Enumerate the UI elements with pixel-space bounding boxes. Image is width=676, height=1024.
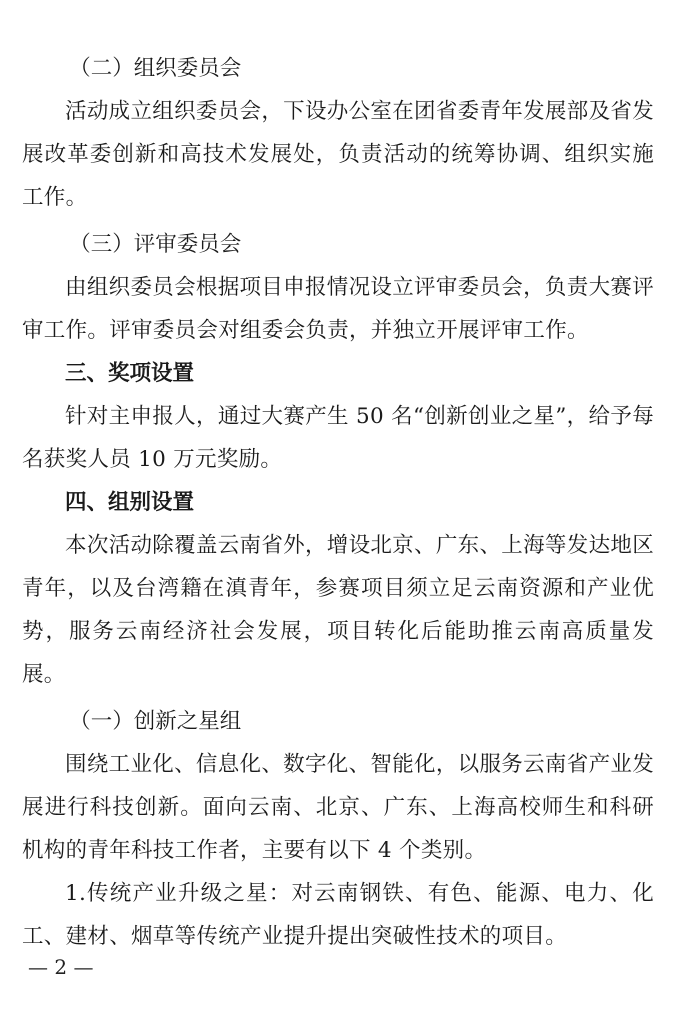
subheading-innovation-star-group: （一）创新之星组: [69, 709, 242, 734]
subheading-organizing-committee: （二）组织委员会: [69, 56, 242, 81]
paragraph-traditional-industry-star: 1.传统产业升级之星：对云南钢铁、有色、能源、电力、化工、建材、烟草等传统产业提升提出突破性技术的项目。: [22, 881, 654, 949]
paragraph-organizing-committee: 活动成立组织委员会，下设办公室在团省委青年发展部及省发展改革委创新和高技术发展处，负责活动的统筹协调、组织实施工作。: [22, 99, 654, 210]
document-body: [22, 47, 654, 958]
paragraph-innovation-star-group: 围绕工业化、信息化、数字化、智能化，以服务云南省产业发展进行科技创新。面向云南、北京、广东、上海高校师生和科研机构的青年科技工作者，主要有以下 4 个类别。: [22, 752, 654, 863]
paragraph-groups: 本次活动除覆盖云南省外，增设北京、广东、上海等发达地区青年，以及台湾籍在滇青年，参赛项目须立足云南资源和产业优势，服务云南经济社会发展，项目转化后能助推云南高质量发展。: [22, 533, 654, 687]
section-heading-awards: 三、奖项设置: [65, 361, 195, 386]
subheading-review-committee: （三）评审委员会: [69, 232, 242, 257]
paragraph-awards: 针对主申报人，通过大赛产生 50 名“创新创业之星”，给予每名获奖人员 10 万元奖励。: [22, 404, 654, 472]
page-number: — 2 —: [28, 955, 94, 979]
paragraph-review-committee: 由组织委员会根据项目申报情况设立评审委员会，负责大赛评审工作。评审委员会对组委会负责，并独立开展评审工作。: [22, 275, 654, 343]
section-heading-groups: 四、组别设置: [65, 490, 195, 515]
